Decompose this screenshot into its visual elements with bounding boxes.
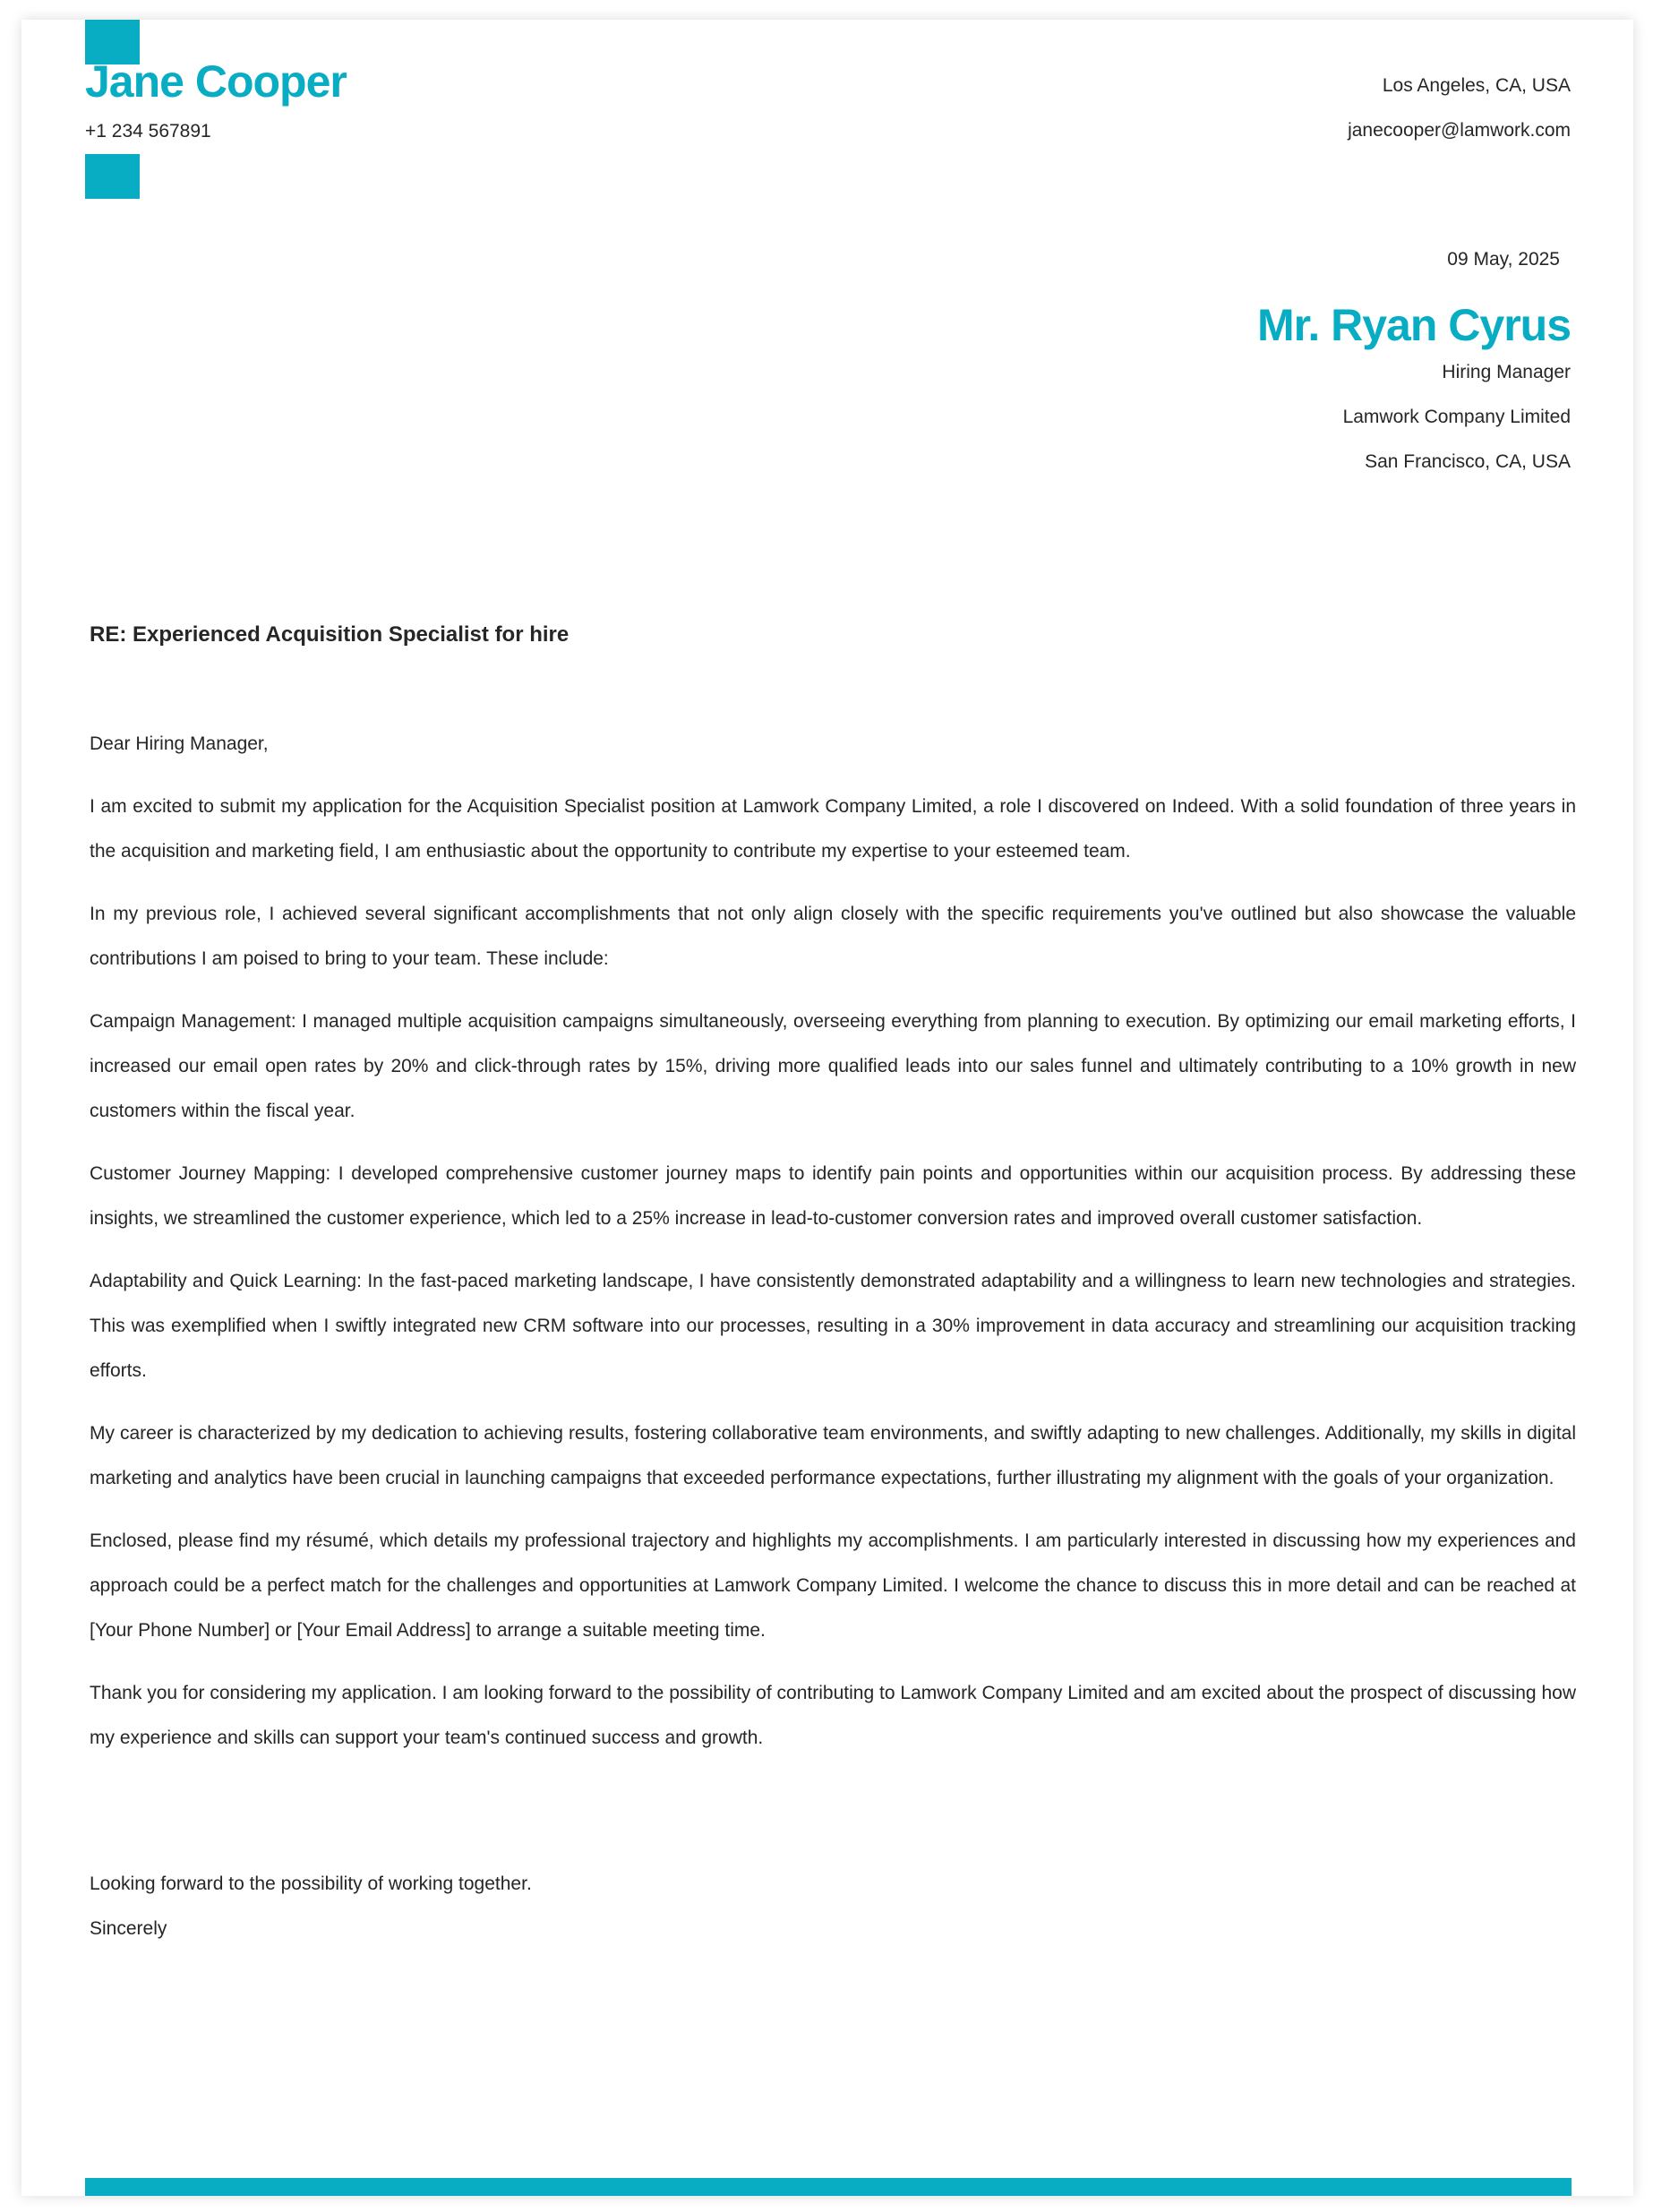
paragraph-thanks: Thank you for considering my application. I am looking forward to the possibility of contributing to Lamwork Company Limited and am excited about the prospect of discussing how my experience and skills can support your team's continued success and growth. — [90, 1683, 1576, 1748]
sender-name: Jane Cooper — [85, 56, 347, 107]
accent-square-bottom — [85, 154, 140, 199]
paragraph-customer-journey: Customer Journey Mapping: I developed comprehensive customer journey maps to identify pain points and opportunities within our acquisition process. By addressing these insights, we streamlined the customer experience, which led to a 25% increase in lead-to-customer conversion rates and improved overall customer satisfaction. — [90, 1163, 1576, 1229]
paragraph-career: My career is characterized by my dedication to achieving results, fostering collaborative team environments, and swiftly adapting to new challenges. Additionally, my skills in digital marketing and analytics have been crucial in launching campaigns that exceeded performance expectations, further illustrating my alignment with the goals of your organization. — [90, 1423, 1576, 1488]
recipient-company: Lamwork Company Limited — [1342, 407, 1571, 427]
recipient-title: Hiring Manager — [1442, 362, 1571, 382]
paragraph-adaptability: Adaptability and Quick Learning: In the fast-paced marketing landscape, I have consistently demonstrated adaptability and a willingness to learn new technologies and strategies. This was exemplified when I swiftly integrated new CRM software into our processes, resulting in a 30% improvement in data accuracy and streamlining our acquisition tracking efforts. — [90, 1271, 1576, 1381]
recipient-location: San Francisco, CA, USA — [1365, 451, 1571, 472]
footer-accent-bar — [85, 2178, 1572, 2196]
paragraph-enclosed: Enclosed, please find my résumé, which details my professional trajectory and highlights my accomplishments. I am particularly interested in discussing how my experiences and approach could be a perfect match for the challenges and opportunities at Lamwork Company Limited. I welcome the chance to discuss this in more detail and can be reached at [Your Phone Number] or [Your Email Address] to arrange a suitable meeting time. — [90, 1530, 1576, 1641]
paragraph-accomplishments: In my previous role, I achieved several significant accomplishments that not only align closely with the specific requirements you've outlined but also showcase the valuable contributions I am poised to bring to your team. These include: — [90, 904, 1576, 969]
recipient-name: Mr. Ryan Cyrus — [1256, 300, 1571, 350]
paragraph-intro: I am excited to submit my application for the Acquisition Specialist position at Lamwork Company Limited, a role I discovered on Indeed. With a solid foundation of three years in the acquisition and marketing field, I am enthusiastic about the opportunity to contribute my expertise to your esteemed team. — [90, 796, 1576, 862]
closing-line: Looking forward to the possibility of working together. — [90, 1873, 532, 1894]
sender-phone: +1 234 567891 — [85, 121, 211, 141]
closing-block — [90, 1862, 532, 1951]
salutation: Dear Hiring Manager, — [90, 733, 269, 754]
signoff: Sincerely — [90, 1918, 167, 1939]
letter-date: 09 May, 2025 — [1447, 249, 1560, 270]
sender-location: Los Angeles, CA, USA — [1382, 75, 1571, 96]
paragraph-campaign-management: Campaign Management: I managed multiple acquisition campaigns simultaneously, overseeing everything from planning to execution. By optimizing our email marketing efforts, I increased our email open rates by 20% and click-through rates by 15%, driving more qualified leads into our sales funnel and ultimately contributing to a 10% growth in new customers within the fiscal year. — [90, 1011, 1576, 1121]
letter-body — [90, 722, 1576, 1779]
letter-subject: RE: Experienced Acquisition Specialist for hire — [90, 622, 570, 647]
sender-email: janecooper@lamwork.com — [1348, 120, 1571, 141]
letter-page — [21, 20, 1633, 2196]
